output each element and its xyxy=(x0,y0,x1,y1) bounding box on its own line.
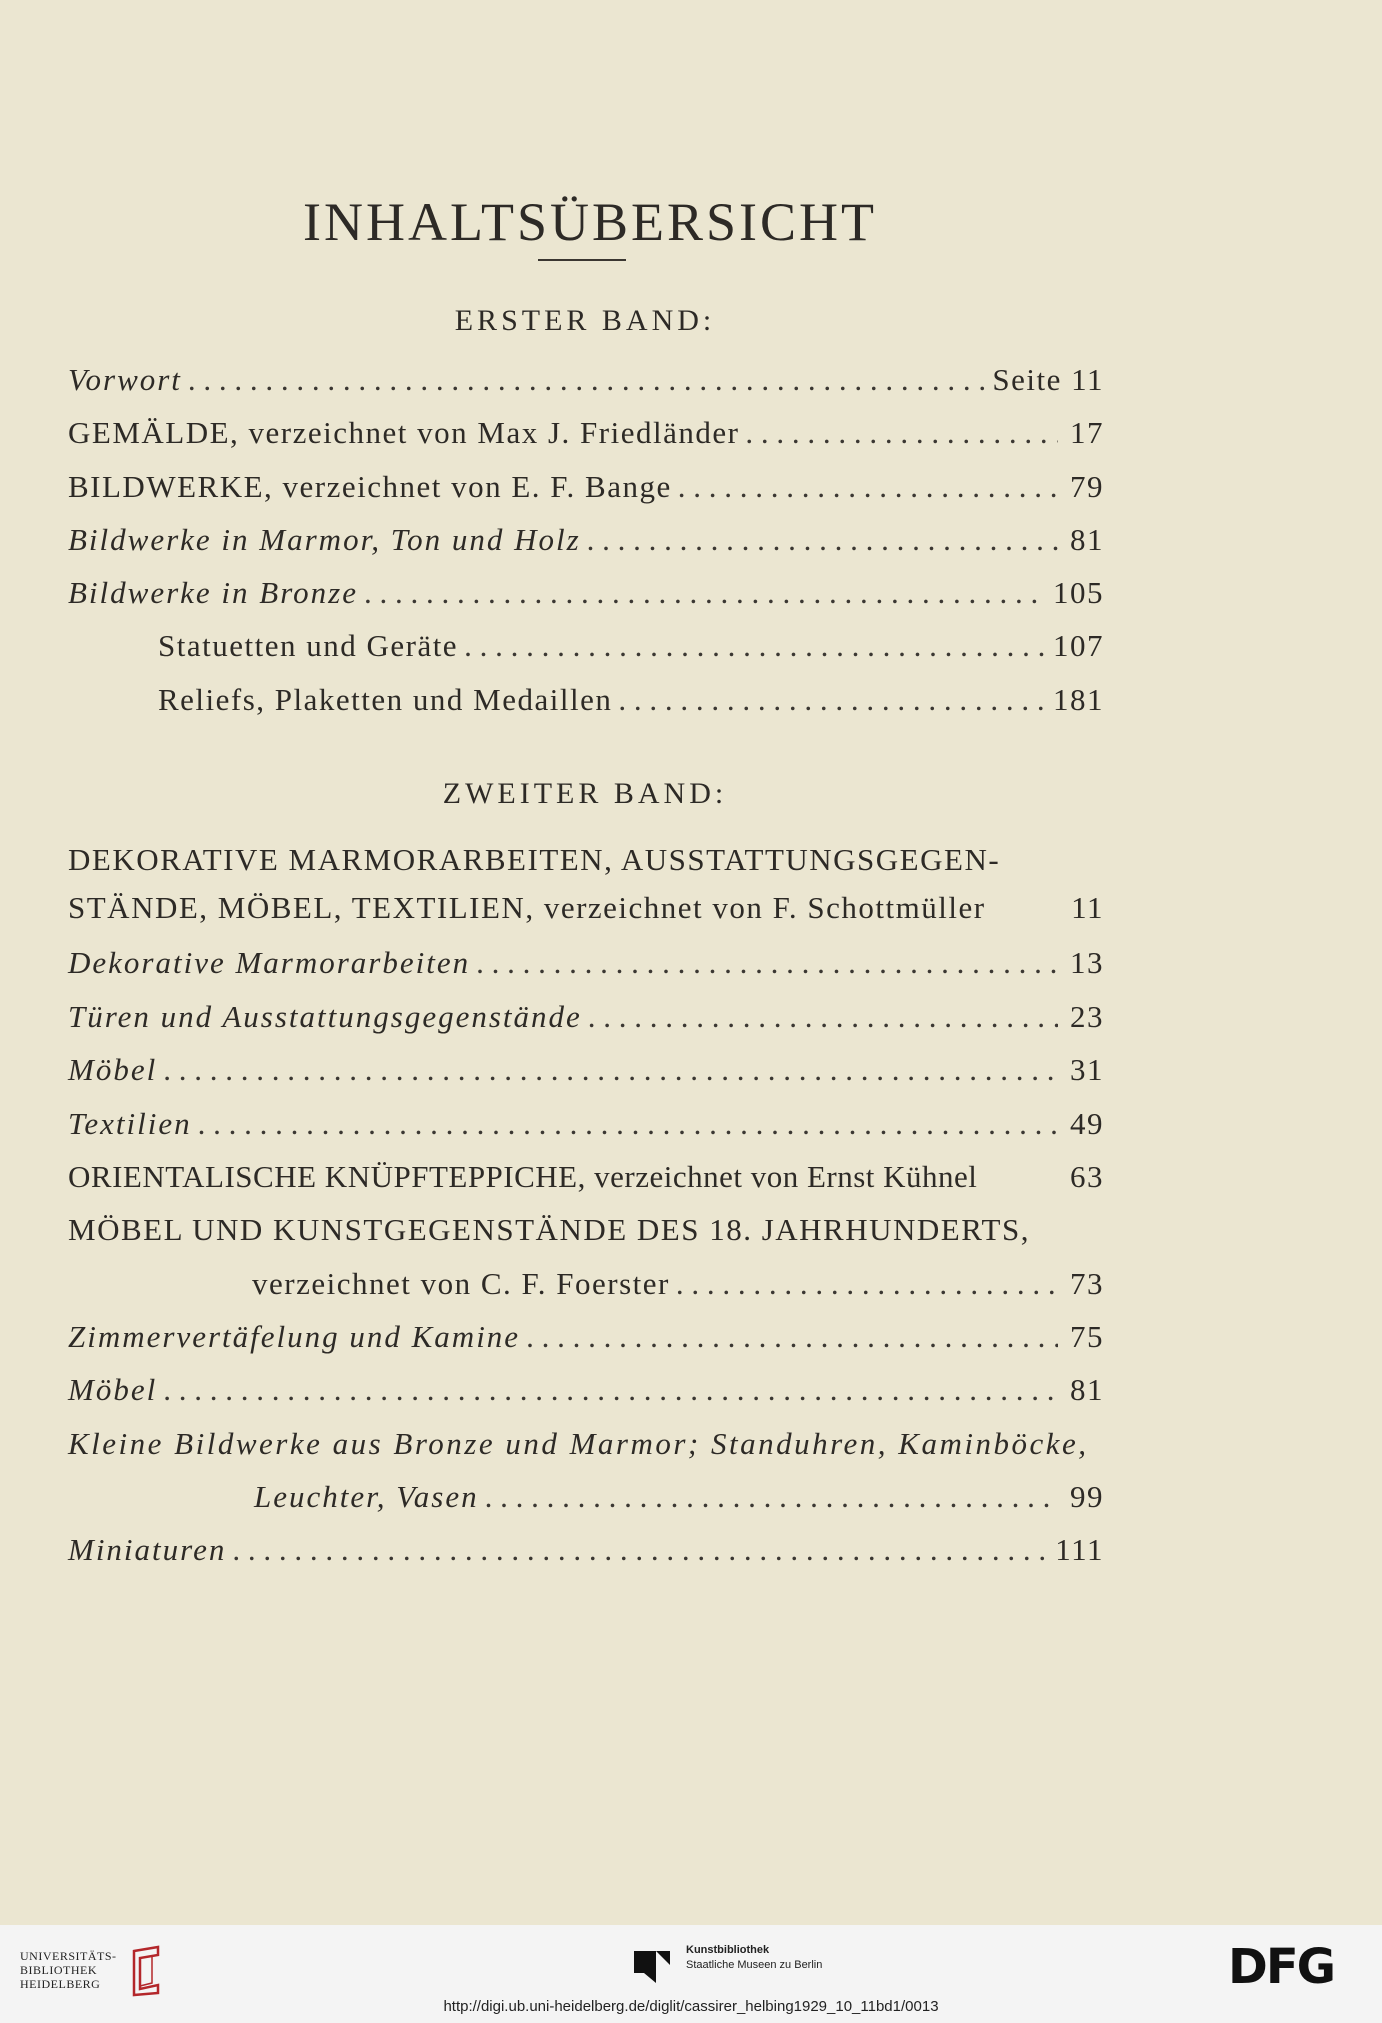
dfg-logo[interactable]: DFG xyxy=(1228,1939,1335,1995)
toc-entry-page: 11 xyxy=(1071,890,1104,925)
toc-entry xyxy=(68,573,1104,613)
page-title: INHALTSÜBERSICHT xyxy=(302,192,878,253)
toc-entry-page: 105 xyxy=(1053,575,1104,610)
toc-entry xyxy=(68,1370,1104,1410)
toc-entry-label: Dekorative Marmorarbeiten xyxy=(68,945,471,980)
footer-bar xyxy=(0,1925,1382,2023)
toc-entry xyxy=(68,1530,1104,1570)
toc-entry-label: MÖBEL UND KUNSTGEGENSTÄNDE DES 18. JAHRHUNDERTS, xyxy=(68,1212,1030,1247)
dot-leader xyxy=(588,997,1058,1037)
toc-entry-label: BILDWERKE, verzeichnet von E. F. Bange xyxy=(68,469,672,504)
dot-leader xyxy=(618,680,1047,720)
volume2-heading: ZWEITER BAND: xyxy=(442,777,728,810)
toc-entry xyxy=(254,1477,1104,1517)
toc-entry-page: 49 xyxy=(1070,1106,1104,1141)
toc-entry-label: Zimmervertäfelung und Kamine xyxy=(68,1319,521,1354)
toc-entry-page: 63 xyxy=(1070,1159,1104,1194)
toc-entry-label: Miniaturen xyxy=(68,1532,227,1567)
toc-entry-page: 111 xyxy=(1055,1532,1104,1567)
dot-leader xyxy=(188,360,986,400)
kb-subtitle: Staatliche Museen zu Berlin xyxy=(686,1959,823,1971)
toc-entry xyxy=(68,943,1104,983)
dot-leader xyxy=(464,626,1047,666)
toc-entry xyxy=(68,1424,1104,1464)
university-library-logo[interactable] xyxy=(20,1949,117,1991)
toc-entry xyxy=(68,520,1104,560)
toc-entry-page: 81 xyxy=(1070,1372,1104,1407)
toc-entry xyxy=(68,413,1104,453)
dot-leader xyxy=(163,1370,1058,1410)
toc-entry-page: 73 xyxy=(1070,1266,1104,1301)
toc-entry xyxy=(68,888,1104,928)
toc-entry xyxy=(68,1157,1104,1197)
title-divider xyxy=(538,259,626,261)
volume1-heading: ERSTER BAND: xyxy=(454,304,716,337)
toc-entry-page: 81 xyxy=(1070,522,1104,557)
logo-line: BIBLIOTHEK xyxy=(20,1963,97,1977)
dot-leader xyxy=(526,1317,1058,1357)
toc-entry-page: 181 xyxy=(1053,682,1104,717)
toc-entry-page: Seite 11 xyxy=(992,362,1104,397)
toc-entry-page: 23 xyxy=(1070,999,1104,1034)
toc-entry-label: verzeichnet von C. F. Foerster xyxy=(252,1266,670,1301)
toc-entry-label: Vorwort xyxy=(68,362,182,397)
toc-entry xyxy=(68,1104,1104,1144)
toc-entry-label: DEKORATIVE MARMORARBEITEN, AUSSTATTUNGSGEGEN- xyxy=(68,842,1001,877)
toc-entry-label: Leuchter, Vasen xyxy=(254,1479,479,1514)
dot-leader xyxy=(364,573,1047,613)
toc-entry xyxy=(158,680,1104,720)
toc-entry xyxy=(68,1317,1104,1357)
toc-entry-label: Textilien xyxy=(68,1106,192,1141)
toc-entry-page: 79 xyxy=(1070,469,1104,504)
logo-line: HEIDELBERG xyxy=(20,1977,101,1991)
dot-leader xyxy=(587,520,1058,560)
dot-leader xyxy=(198,1104,1058,1144)
dot-leader xyxy=(485,1477,1058,1517)
toc-entry xyxy=(68,1210,1104,1250)
library-emblem-icon xyxy=(126,1945,166,1997)
toc-entry xyxy=(68,840,1104,880)
toc-entry-label: STÄNDE, MÖBEL, TEXTILIEN, verzeichnet von F. Schottmüller xyxy=(68,890,986,925)
dot-leader xyxy=(678,467,1058,507)
kunstbibliothek-logo-icon xyxy=(630,1941,676,1987)
toc-entry-page: 75 xyxy=(1070,1319,1104,1354)
toc-entry-label: Bildwerke in Marmor, Ton und Holz xyxy=(68,522,581,557)
toc-entry-page: 17 xyxy=(1070,415,1104,450)
toc-entry-label: GEMÄLDE, verzeichnet von Max J. Friedländer xyxy=(68,415,740,450)
toc-entry-page: 99 xyxy=(1070,1479,1104,1514)
kb-title: Kunstbibliothek xyxy=(686,1944,770,1956)
toc-entry xyxy=(68,997,1104,1037)
dot-leader xyxy=(676,1264,1058,1304)
kunstbibliothek-label[interactable] xyxy=(686,1943,822,1973)
toc-entry-label: Türen und Ausstattungsgegenstände xyxy=(68,999,582,1034)
toc-entry-label: ORIENTALISCHE KNÜPFTEPPICHE, verzeichnet von Ernst Kühnel xyxy=(68,1159,978,1194)
toc-entry-label: Möbel xyxy=(68,1052,158,1087)
toc-entry-page: 107 xyxy=(1053,628,1104,663)
toc-entry xyxy=(68,467,1104,507)
logo-line: UNIVERSITÄTS- xyxy=(20,1949,117,1963)
toc-entry xyxy=(68,1050,1104,1090)
dot-leader xyxy=(745,413,1058,453)
toc-entry-page: 13 xyxy=(1070,945,1104,980)
toc-entry-label: Bildwerke in Bronze xyxy=(68,575,358,610)
toc-entry-label: Statuetten und Geräte xyxy=(158,628,459,663)
source-url[interactable]: http://digi.ub.uni-heidelberg.de/diglit/cassirer_helbing1929_10_11bd1/0013 xyxy=(443,1998,939,2015)
dot-leader xyxy=(163,1050,1058,1090)
toc-entry-label: Kleine Bildwerke aus Bronze und Marmor; Standuhren, Kaminböcke, xyxy=(68,1426,1089,1461)
toc-entry-page: 31 xyxy=(1070,1052,1104,1087)
dot-leader xyxy=(476,943,1058,983)
toc-entry-label: Möbel xyxy=(68,1372,158,1407)
toc-entry xyxy=(68,360,1104,400)
toc-entry-label: Reliefs, Plaketten und Medaillen xyxy=(158,682,613,717)
toc-entry xyxy=(158,626,1104,666)
dot-leader xyxy=(232,1530,1049,1570)
toc-entry xyxy=(252,1264,1104,1304)
